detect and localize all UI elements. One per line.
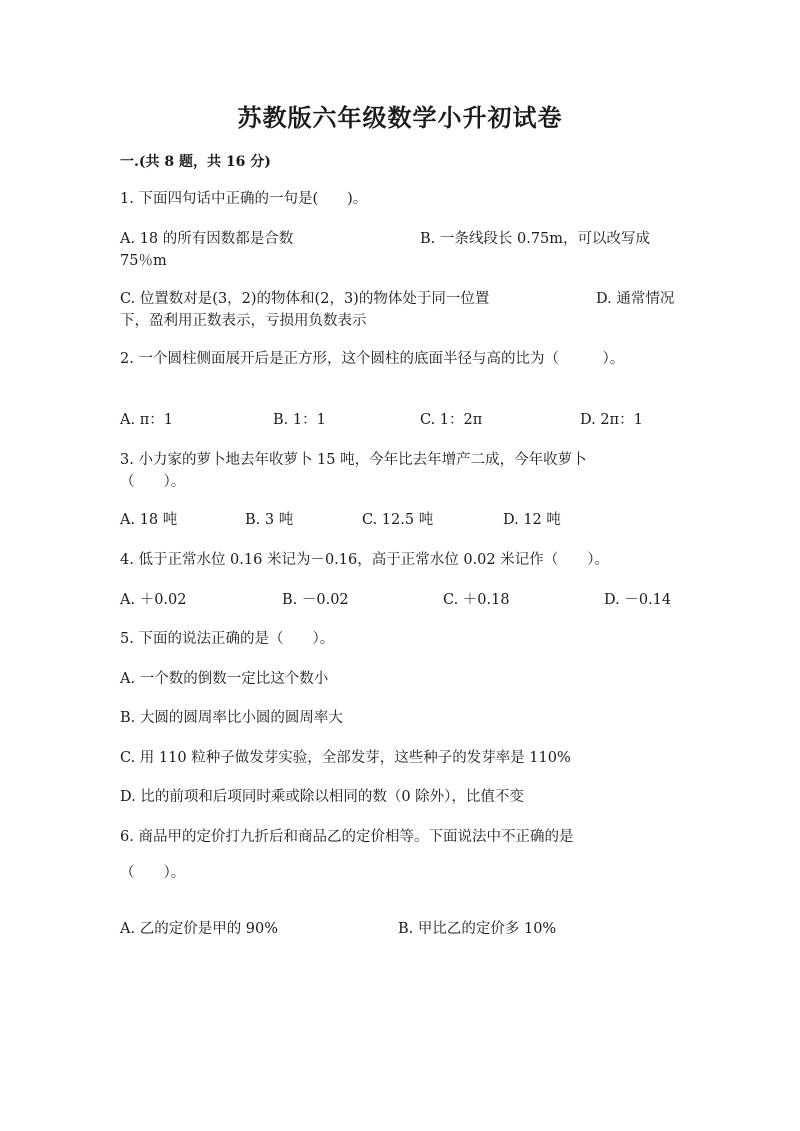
question-2-option-c: C. 1：2π	[420, 412, 483, 428]
question-3-stem: 3. 小力家的萝卜地去年收萝卜 15 吨，今年比去年增产二成，今年收萝卜	[120, 452, 587, 468]
page-title: 苏教版六年级数学小升初试卷	[237, 103, 563, 132]
question-1-stem: 1. 下面四句话中正确的一句是( )。	[120, 191, 368, 207]
question-6-stem-cont: （ ）。	[120, 865, 186, 881]
question-5-option-b: B. 大圆的圆周率比小圆的圆周率大	[120, 710, 343, 726]
question-3-option-d: D. 12 吨	[503, 512, 561, 528]
question-1-option-d: D. 通常情况	[596, 291, 675, 307]
question-5-option-a: A. 一个数的倒数一定比这个数小	[120, 671, 329, 687]
question-5-option-c: C. 用 110 粒种子做发芽实验，全部发芽，这些种子的发芽率是 110%	[120, 750, 571, 766]
question-3-option-c: C. 12.5 吨	[362, 512, 434, 528]
question-2-option-d: D. 2π：1	[580, 412, 643, 428]
question-6-option-b: B. 甲比乙的定价多 10%	[398, 921, 557, 937]
question-1-option-c: C. 位置数对是(3，2)的物体和(2，3)的物体处于同一位置	[120, 291, 490, 307]
question-1-option-a: A. 18 的所有因数都是合数	[120, 231, 294, 247]
question-2-stem: 2. 一个圆柱侧面展开后是正方形，这个圆柱的底面半径与高的比为（ ）。	[120, 351, 625, 367]
question-4-option-d: D. －0.14	[604, 592, 672, 608]
question-3-option-b: B. 3 吨	[245, 512, 294, 528]
question-2-option-a: A. π：1	[120, 412, 173, 428]
question-6-option-a: A. 乙的定价是甲的 90%	[120, 921, 279, 937]
question-4-stem: 4. 低于正常水位 0.16 米记为－0.16，高于正常水位 0.02 米记作（ ）。	[120, 552, 609, 568]
question-1-option-b-cont: 75％m	[120, 253, 167, 269]
question-5-option-d: D. 比的前项和后项同时乘或除以相同的数（0 除外），比值不变	[120, 789, 524, 805]
question-1-option-b: B. 一条线段长 0.75m，可以改写成	[420, 231, 651, 247]
question-4-option-c: C. ＋0.18	[443, 592, 510, 608]
section-heading: 一.(共 8 题，共 16 分)	[120, 154, 271, 170]
question-4-option-b: B. －0.02	[282, 592, 349, 608]
question-6-stem: 6. 商品甲的定价打九折后和商品乙的定价相等。下面说法中不正确的是	[120, 829, 574, 845]
question-3-stem-cont: （ ）。	[120, 474, 186, 490]
question-1-option-d-cont: 下，盈利用正数表示，亏损用负数表示	[120, 313, 367, 329]
question-4-option-a: A. ＋0.02	[120, 592, 187, 608]
question-3-option-a: A. 18 吨	[120, 512, 178, 528]
question-2-option-b: B. 1：1	[273, 412, 326, 428]
question-5-stem: 5. 下面的说法正确的是（ ）。	[120, 631, 335, 647]
